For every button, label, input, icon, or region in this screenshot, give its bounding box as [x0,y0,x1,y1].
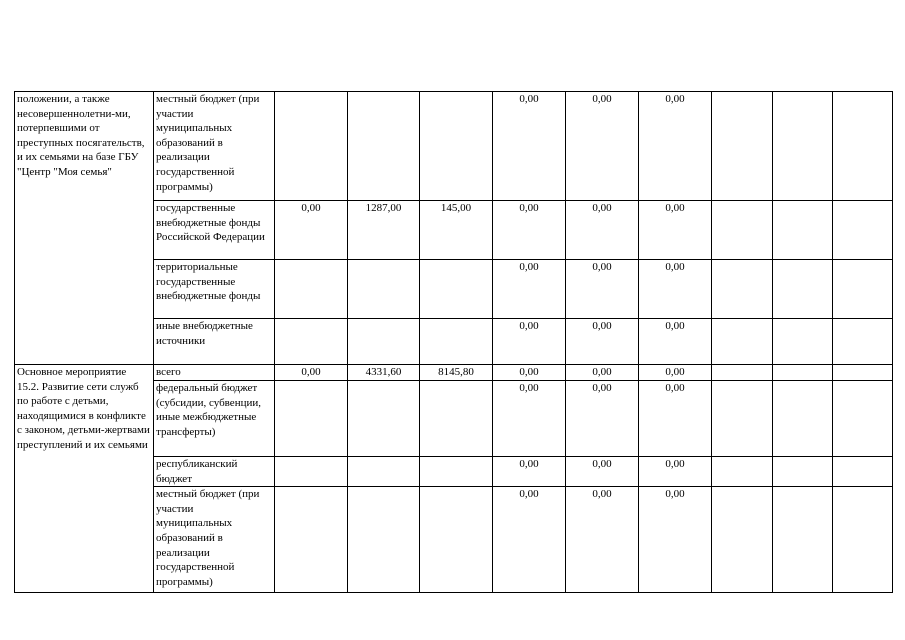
value-cell [275,92,348,201]
funding-source-cell: местный бюджет (при участии муниципальных образований в реализации государственной программы) [154,92,275,201]
funding-source-cell: территориальные государственные внебюджетные фонды [154,260,275,319]
value-cell [833,319,893,365]
value-cell [773,201,833,260]
budget-table [14,91,893,593]
value-cell [275,260,348,319]
value-cell: 0,00 [493,319,566,365]
value-cell [420,487,493,593]
value-cell: 0,00 [566,260,639,319]
value-cell: 0,00 [493,92,566,201]
funding-source-cell: иные внебюджетные источники [154,319,275,365]
value-cell: 0,00 [493,365,566,381]
value-cell [712,457,773,487]
funding-source-cell: федеральный бюджет (субсидии, субвенции, иные межбюджетные трансферты) [154,381,275,457]
value-cell [833,457,893,487]
value-cell [275,457,348,487]
value-cell: 1287,00 [348,201,420,260]
value-cell: 0,00 [566,381,639,457]
value-cell [712,487,773,593]
event-name-cell: Основное мероприятие 15.2. Развитие сети служб по работе с детьми, находящимися в конфликте с законом, детьми-жертвами преступлений и их семьями [15,365,154,593]
value-cell: 145,00 [420,201,493,260]
value-cell [348,381,420,457]
value-cell: 0,00 [275,365,348,381]
value-cell [348,457,420,487]
value-cell: 0,00 [566,92,639,201]
value-cell [420,92,493,201]
value-cell [773,319,833,365]
value-cell: 0,00 [639,487,712,593]
value-cell: 0,00 [566,365,639,381]
value-cell: 0,00 [566,457,639,487]
value-cell [275,381,348,457]
value-cell: 0,00 [493,381,566,457]
value-cell: 0,00 [493,457,566,487]
value-cell [712,319,773,365]
value-cell [773,365,833,381]
value-cell [833,365,893,381]
value-cell [348,487,420,593]
value-cell [773,381,833,457]
value-cell: 0,00 [639,365,712,381]
funding-source-cell: местный бюджет (при участии муниципальных образований в реализации государственной программы) [154,487,275,593]
value-cell: 0,00 [566,319,639,365]
funding-source-cell: республиканский бюджет [154,457,275,487]
table-row [15,365,893,381]
value-cell [275,487,348,593]
value-cell: 8145,80 [420,365,493,381]
value-cell [420,260,493,319]
value-cell [348,260,420,319]
value-cell [712,260,773,319]
value-cell [348,319,420,365]
value-cell: 4331,60 [348,365,420,381]
value-cell: 0,00 [493,201,566,260]
value-cell [833,92,893,201]
funding-source-cell: государственные внебюджетные фонды Российской Федерации [154,201,275,260]
value-cell [420,319,493,365]
value-cell: 0,00 [639,92,712,201]
value-cell [773,92,833,201]
value-cell: 0,00 [493,260,566,319]
value-cell: 0,00 [275,201,348,260]
value-cell [773,457,833,487]
value-cell: 0,00 [639,319,712,365]
value-cell: 0,00 [639,260,712,319]
value-cell: 0,00 [493,487,566,593]
value-cell [712,92,773,201]
value-cell: 0,00 [639,201,712,260]
table-row [15,92,893,201]
value-cell: 0,00 [566,487,639,593]
value-cell: 0,00 [639,457,712,487]
value-cell [712,365,773,381]
value-cell [773,260,833,319]
funding-source-cell: всего [154,365,275,381]
value-cell: 0,00 [566,201,639,260]
value-cell [712,201,773,260]
value-cell [712,381,773,457]
value-cell [420,381,493,457]
value-cell [275,319,348,365]
value-cell [348,92,420,201]
value-cell: 0,00 [639,381,712,457]
value-cell [833,260,893,319]
value-cell [833,487,893,593]
event-name-cell: положении, а также несовершеннолетни-ми, потерпевшими от преступных посягательств, и их семьями на базе ГБУ "Центр "Моя семья" [15,92,154,365]
value-cell [773,487,833,593]
value-cell [833,201,893,260]
value-cell [833,381,893,457]
value-cell [420,457,493,487]
